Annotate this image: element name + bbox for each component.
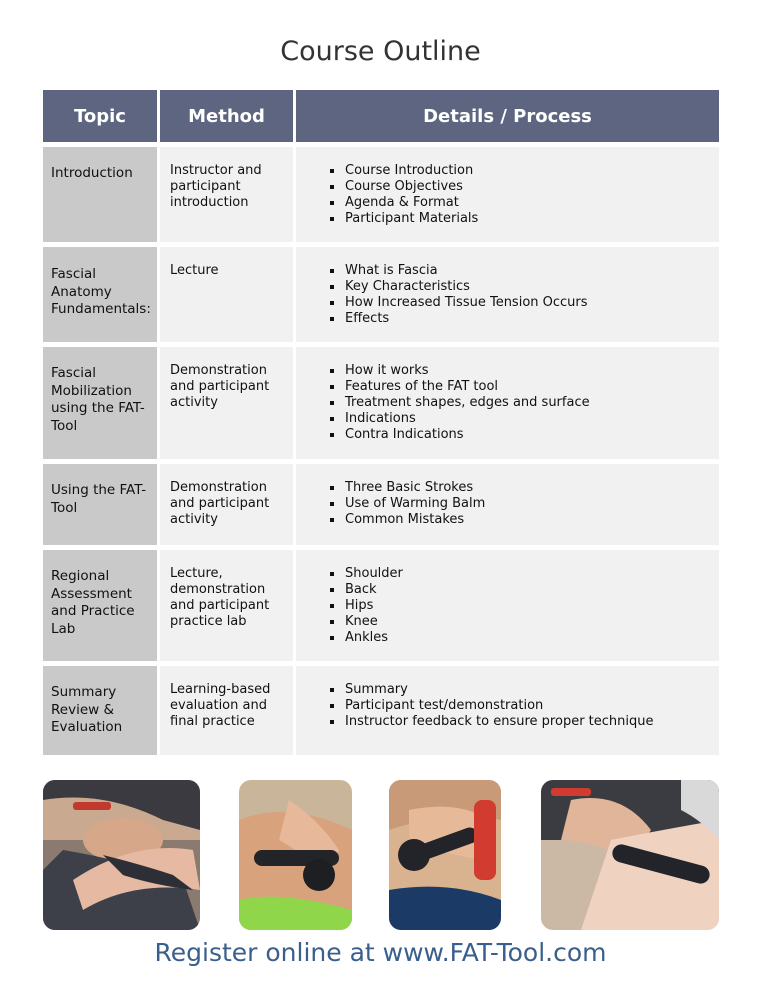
details-item: How Increased Tissue Tension Occurs [330,295,713,311]
topic-cell: Fascial Anatomy Fundamentals: [43,247,157,342]
details-item: Course Introduction [330,163,713,179]
details-item: Shoulder [330,566,713,582]
method-cell: Demonstration and participant activity [160,347,293,459]
photo-knee-treatment-tool [239,780,352,930]
header-topic: Topic [43,90,157,142]
details-item: Common Mistakes [330,512,713,528]
method-cell: Lecture, demonstration and participant practice lab [160,550,293,661]
details-item: Indications [330,411,713,427]
details-list [330,566,713,646]
topic-cell: Summary Review & Evaluation [43,666,157,755]
details-cell [296,550,719,661]
details-item: Knee [330,614,713,630]
details-list [330,363,713,443]
details-item: How it works [330,363,713,379]
details-list [330,682,713,730]
details-item: Contra Indications [330,427,713,443]
method-cell: Lecture [160,247,293,342]
details-item: Instructor feedback to ensure proper technique [330,714,713,730]
topic-cell: Regional Assessment and Practice Lab [43,550,157,661]
details-list [330,480,713,528]
page-title: Course Outline [280,36,481,67]
details-item: Summary [330,682,713,698]
details-item: Ankles [330,630,713,646]
details-list [330,163,713,227]
details-item: Participant test/demonstration [330,698,713,714]
header-details: Details / Process [296,90,719,142]
details-item: Hips [330,598,713,614]
details-cell [296,464,719,545]
topic-cell: Fascial Mobilization using the FAT-Tool [43,347,157,459]
register-link[interactable]: Register online at www.FAT-Tool.com [154,938,607,967]
method-cell: Learning-based evaluation and final practice [160,666,293,755]
details-item: Participant Materials [330,211,713,227]
details-cell [296,347,719,459]
photo-knee-treatment [541,780,719,930]
method-cell: Demonstration and participant activity [160,464,293,545]
details-item: Back [330,582,713,598]
details-item: Course Objectives [330,179,713,195]
details-item: Features of the FAT tool [330,379,713,395]
details-item: Agenda & Format [330,195,713,211]
details-item: Effects [330,311,713,327]
details-item: What is Fascia [330,263,713,279]
details-item: Key Characteristics [330,279,713,295]
details-item: Use of Warming Balm [330,496,713,512]
photo-shoulder-treatment [389,780,501,930]
details-cell [296,147,719,242]
header-method: Method [160,90,293,142]
photo-ankle-treatment [43,780,200,930]
method-cell: Instructor and participant introduction [160,147,293,242]
topic-cell: Introduction [43,147,157,242]
topic-cell: Using the FAT-Tool [43,464,157,545]
details-item: Treatment shapes, edges and surface [330,395,713,411]
details-list [330,263,713,327]
details-cell [296,247,719,342]
details-cell [296,666,719,755]
details-item: Three Basic Strokes [330,480,713,496]
